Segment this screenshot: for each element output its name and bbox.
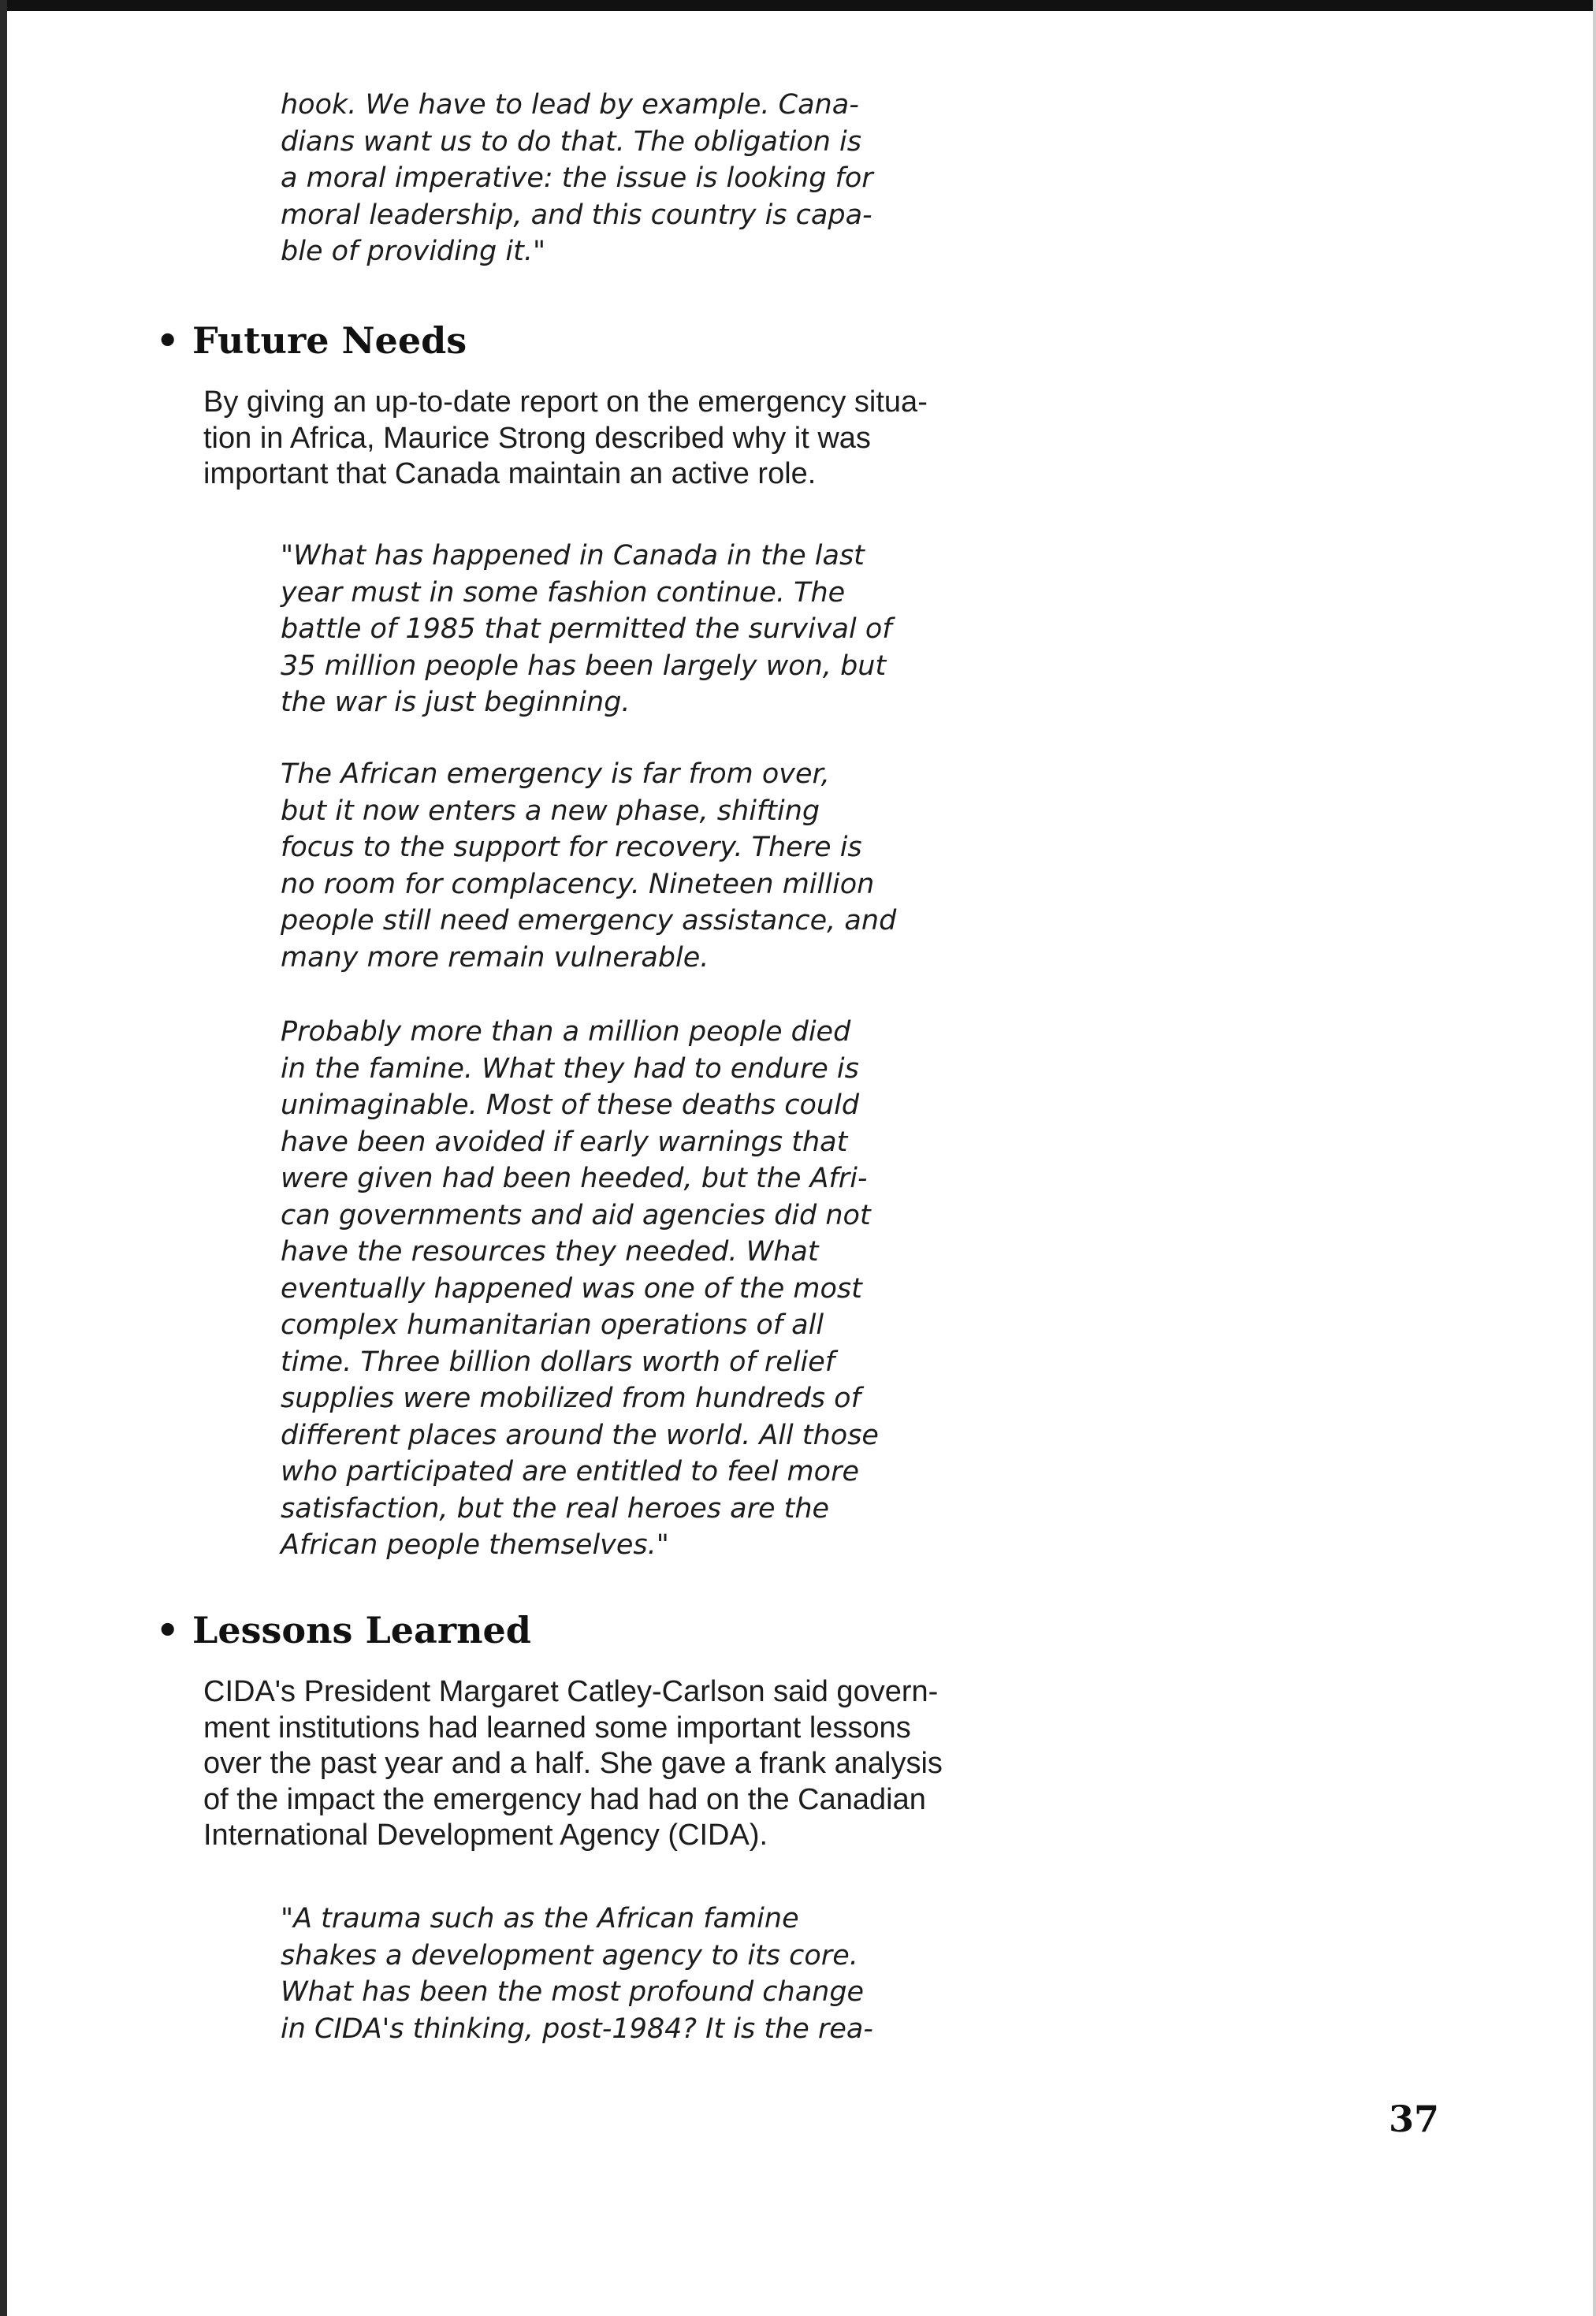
future-needs-quote-1: "What has happened in Canada in the last year must in some fashion continue. The battle of 1985 that permitted the survival of 35 million people has been largely won, but the war is just beginning.	[281, 540, 892, 718]
future-needs-quote-3: Probably more than a million people died in the famine. What they had to endure is unimaginable. Most of these deaths could have been avoided if early warnings that were given had been heeded, but the Afri- can governments and aid agencies did not have the resources they needed. What eventually happened was one of the most complex humanitarian operations of all time. Three billion dollars worth of relief supplies were mobilized from hundreds of different places around the world. All those who participated are entitled to feel more satisfaction, but the real heroes are the African people themselves."	[281, 1016, 879, 1561]
intro-quote: hook. We have to lead by example. Cana- dians want us to do that. The obligation is a moral imperative: the issue is looking for moral leadership, and this country is capa- ble of providing it."	[281, 89, 873, 267]
lessons-learned-quote: "A trauma such as the African famine shakes a development agency to its core. What has been the most profound change in CIDA's thinking, post-1984? It is the rea-	[281, 1903, 873, 2045]
page-left-border	[0, 0, 7, 2316]
section-heading-text: Future Needs	[192, 319, 467, 362]
page-number: 37	[1389, 2098, 1440, 2140]
future-needs-paragraph: By giving an up-to-date report on the emergency situa- tion in Africa, Maurice Strong described why it was important that Canada maintain an active role.	[203, 385, 928, 490]
section-heading-future-needs	[156, 318, 467, 363]
bullet-icon: •	[156, 319, 180, 362]
section-heading-lessons-learned	[156, 1608, 531, 1652]
future-needs-quote-2: The African emergency is far from over, but it now enters a new phase, shifting focus to the support for recovery. There is no room for complacency. Nineteen million people still need emergency assistance, and many more remain vulnerable.	[281, 758, 897, 974]
bullet-icon: •	[156, 1609, 180, 1651]
page-right-edge	[1593, 0, 1596, 2316]
lessons-learned-paragraph: CIDA's President Margaret Catley-Carlson said govern- ment institutions had learned some important lessons over the past year and a half. She gave a frank analysis of the impact the emergency had had on the Canadian International Development Agency (CIDA).	[203, 1675, 943, 1852]
section-heading-text: Lessons Learned	[192, 1609, 531, 1651]
page-top-border	[0, 0, 1596, 11]
